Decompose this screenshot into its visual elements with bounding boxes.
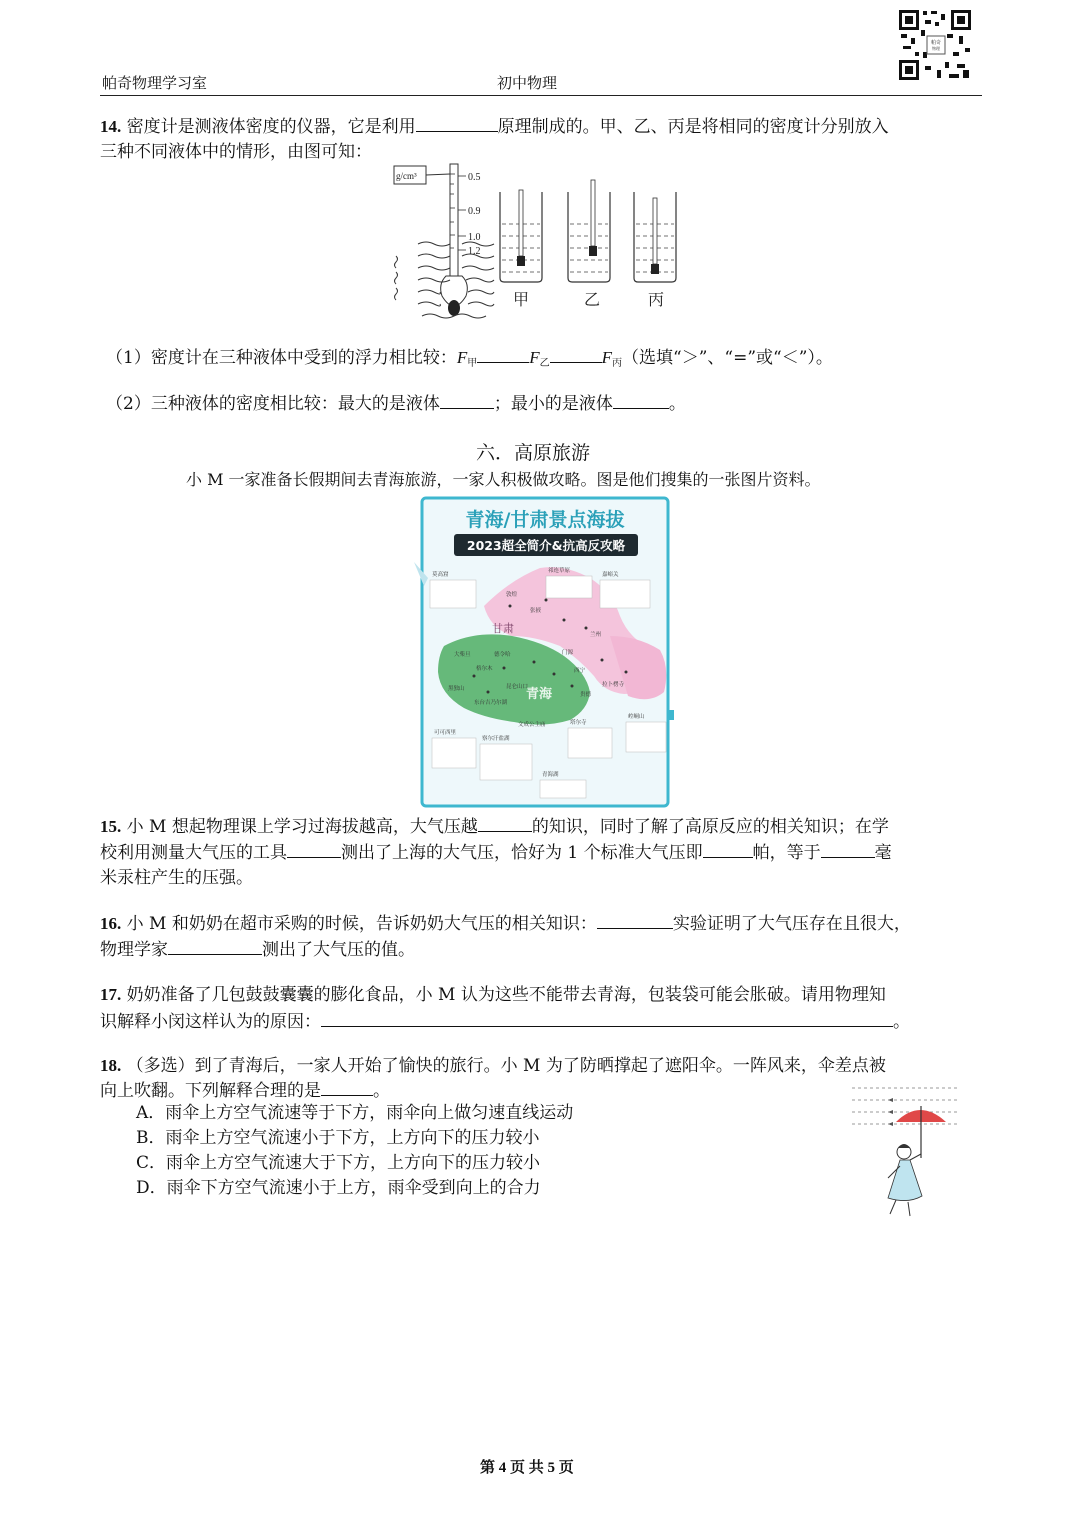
place-9: 德令哈 <box>494 652 511 658</box>
q18-option-d[interactable]: D．雨伞下方空气流速小于上方，雨伞受到向上的合力 <box>136 1178 541 1198</box>
q15-text-e: 帕，等于 <box>752 843 821 863</box>
section-intro: 小 M 一家准备长假期间去青海旅游，一家人积极做攻略。图是他们搜集的一张图片资料。 <box>186 470 821 489</box>
force-sub-bing: 丙 <box>612 358 622 369</box>
q18-line1 <box>100 1053 886 1079</box>
place-19: 文成公主庙 <box>518 722 546 728</box>
header-center: 初中物理 <box>497 74 558 92</box>
q15-blank-tool[interactable] <box>287 839 341 858</box>
q17-line1 <box>100 982 886 1008</box>
qr-code <box>897 8 973 82</box>
q15-text-b: 的知识，同时了解了高原反应的相关知识；在学 <box>531 817 889 837</box>
q14-text-a: 密度计是测液体密度的仪器，它是利用 <box>126 117 416 137</box>
umbrella-girl-illustration <box>848 1080 964 1220</box>
q17-line2 <box>100 1008 910 1035</box>
tick-0-5: 0.5 <box>468 172 481 183</box>
q15-text-a: 小 M 想起物理课上学习过海拔越高，大气压越 <box>126 817 478 837</box>
q17-number: 17. <box>100 985 122 1004</box>
place-5: 塔尔寺 <box>570 720 587 726</box>
place-13: 张掖 <box>530 608 542 614</box>
unit-label: g/cm³ <box>396 171 417 181</box>
q17-text-b: 识解释小闵这样认为的原因： <box>100 1012 321 1032</box>
q17-blank-reason[interactable] <box>321 1008 893 1027</box>
place-18: 东台吉乃尔湖 <box>474 700 508 706</box>
q16-text-b: 实验证明了大气压存在且很大， <box>672 914 911 934</box>
poster-subtitle: 2023超全简介&抗高反攻略 <box>466 538 626 553</box>
q16-blank-physicist[interactable] <box>168 936 262 955</box>
q14-part2 <box>106 390 686 417</box>
poster-region-qinghai: 青海 <box>526 687 553 702</box>
place-15: 昆仑山口 <box>506 684 529 690</box>
beaker-label-jia: 甲 <box>513 290 530 309</box>
page-number: 第 4 页 共 5 页 <box>480 1460 574 1476</box>
place-21: 贵德 <box>580 692 592 698</box>
place-17: 黑独山 <box>448 686 465 692</box>
q15-text-f: 毫 <box>874 843 892 863</box>
q14-blank-max[interactable] <box>440 390 494 409</box>
q14-blank-compare-1[interactable] <box>477 344 529 363</box>
q18-text-b: 向上吹翻。下列解释合理的是 <box>100 1081 321 1101</box>
place-6: 崆峒山 <box>628 714 645 720</box>
place-8: 察尔汗盐湖 <box>482 736 510 742</box>
place-11: 西宁 <box>574 668 586 674</box>
force-symbol-2: F <box>529 348 540 367</box>
q15-text-c: 校利用测量大气压的工具 <box>100 843 287 863</box>
q18-text-a: （多选）到了青海后，一家人开始了愉快的旅行。小 M 为了防晒撑起了遮阳伞。一阵风来，伞差点被 <box>126 1056 886 1076</box>
q14-blank-principle[interactable] <box>416 113 498 132</box>
q14-p2-a: （2）三种液体的密度相比较：最大的是液体 <box>106 394 440 414</box>
q14-line2: 三种不同液体中的情形，由图可知： <box>100 142 372 162</box>
q14-blank-min[interactable] <box>613 390 669 409</box>
q16-blank-experiment[interactable] <box>597 910 673 929</box>
q18-option-c[interactable]: C．雨伞上方空气流速大于下方，上方向下的压力较小 <box>136 1153 541 1173</box>
hydrometer-figure <box>388 160 688 325</box>
poster-region-gansu: 甘肃 <box>492 622 514 635</box>
place-4: 青海湖 <box>542 772 559 778</box>
tick-0-9: 0.9 <box>468 206 481 217</box>
q18-blank-answer[interactable] <box>321 1077 373 1096</box>
place-10: 格尔木 <box>476 666 493 672</box>
q14-number: 14. <box>100 117 122 136</box>
place-0: 莫高窟 <box>432 572 449 578</box>
svg-text:帕奇: 帕奇 <box>930 40 942 46</box>
header-rule <box>100 95 982 96</box>
q18-option-a[interactable]: A．雨伞上方空气流速等于下方，雨伞向上做匀速直线运动 <box>136 1103 574 1123</box>
tick-1-0: 1.0 <box>468 232 481 243</box>
q18-number: 18. <box>100 1056 122 1075</box>
q17-text-a: 奶奶准备了几包鼓鼓囊囊的膨化食品，小 M 认为这些不能带去青海，包装袋可能会胀破。请用物理知 <box>126 985 886 1005</box>
q14-line1 <box>100 113 889 140</box>
poster-title: 青海/甘肃景点海拔 <box>465 509 625 531</box>
q18-line2 <box>100 1077 390 1104</box>
q14-text-b: 原理制成的。甲、乙、丙是将相同的密度计分别放入 <box>497 117 889 137</box>
force-symbol-3: F <box>601 348 612 367</box>
q16-text-d: 测出了大气压的值。 <box>262 940 415 960</box>
force-sub-yi: 乙 <box>539 358 550 369</box>
beaker-label-yi: 乙 <box>584 290 601 309</box>
place-2: 嘉峪关 <box>602 572 619 578</box>
force-symbol-1: F <box>456 348 468 367</box>
q14-part1 <box>106 344 833 377</box>
tick-1-2: 1.2 <box>468 246 481 257</box>
section-title: 六．高原旅游 <box>476 442 591 464</box>
place-14: 敦煌 <box>506 592 518 598</box>
q14-blank-compare-2[interactable] <box>550 344 602 363</box>
q14-p1-prefix: （1）密度计在三种液体中受到的浮力相比较： <box>106 348 457 368</box>
place-20: 门源 <box>562 650 574 656</box>
q16-number: 16. <box>100 914 122 933</box>
q14-p2-c: 。 <box>668 394 686 414</box>
q18-option-b[interactable]: B．雨伞上方空气流速小于下方，上方向下的压力较小 <box>136 1128 540 1148</box>
q15-blank-mmhg[interactable] <box>821 839 875 858</box>
place-22: 拉卜楞寺 <box>602 682 625 688</box>
place-12: 兰州 <box>590 632 602 638</box>
q15-line1 <box>100 813 889 840</box>
place-1: 祁连草原 <box>548 568 571 574</box>
beaker-label-bing: 丙 <box>648 290 665 309</box>
q15-blank-lower[interactable] <box>478 813 532 832</box>
q15-blank-pascal[interactable] <box>703 839 753 858</box>
q16-text-c: 物理学家 <box>100 940 168 960</box>
place-16: 大柴旦 <box>454 652 471 658</box>
q16-line2 <box>100 936 415 963</box>
header-left: 帕奇物理学习室 <box>102 74 208 92</box>
q15-line2 <box>100 839 892 866</box>
q14-p2-b: ；最小的是液体 <box>493 394 613 414</box>
q15-text-d: 测出了上海的大气压，恰好为 1 个标准大气压即 <box>341 843 703 863</box>
qinghai-gansu-poster <box>414 496 676 810</box>
q16-line1 <box>100 910 911 937</box>
force-sub-jia: 甲 <box>467 358 478 369</box>
q18-text-c: 。 <box>373 1081 390 1101</box>
q14-p1-suffix: （选填“＞”、“=”或“＜”）。 <box>622 348 833 368</box>
place-7: 可可西里 <box>434 730 457 736</box>
q15-line3: 米汞柱产生的压强。 <box>100 868 253 888</box>
q16-text-a: 小 M 和奶奶在超市采购的时候，告诉奶奶大气压的相关知识： <box>126 914 597 934</box>
q15-number: 15. <box>100 817 122 836</box>
svg-text:物理: 物理 <box>932 46 940 51</box>
q17-text-c: 。 <box>893 1012 910 1032</box>
